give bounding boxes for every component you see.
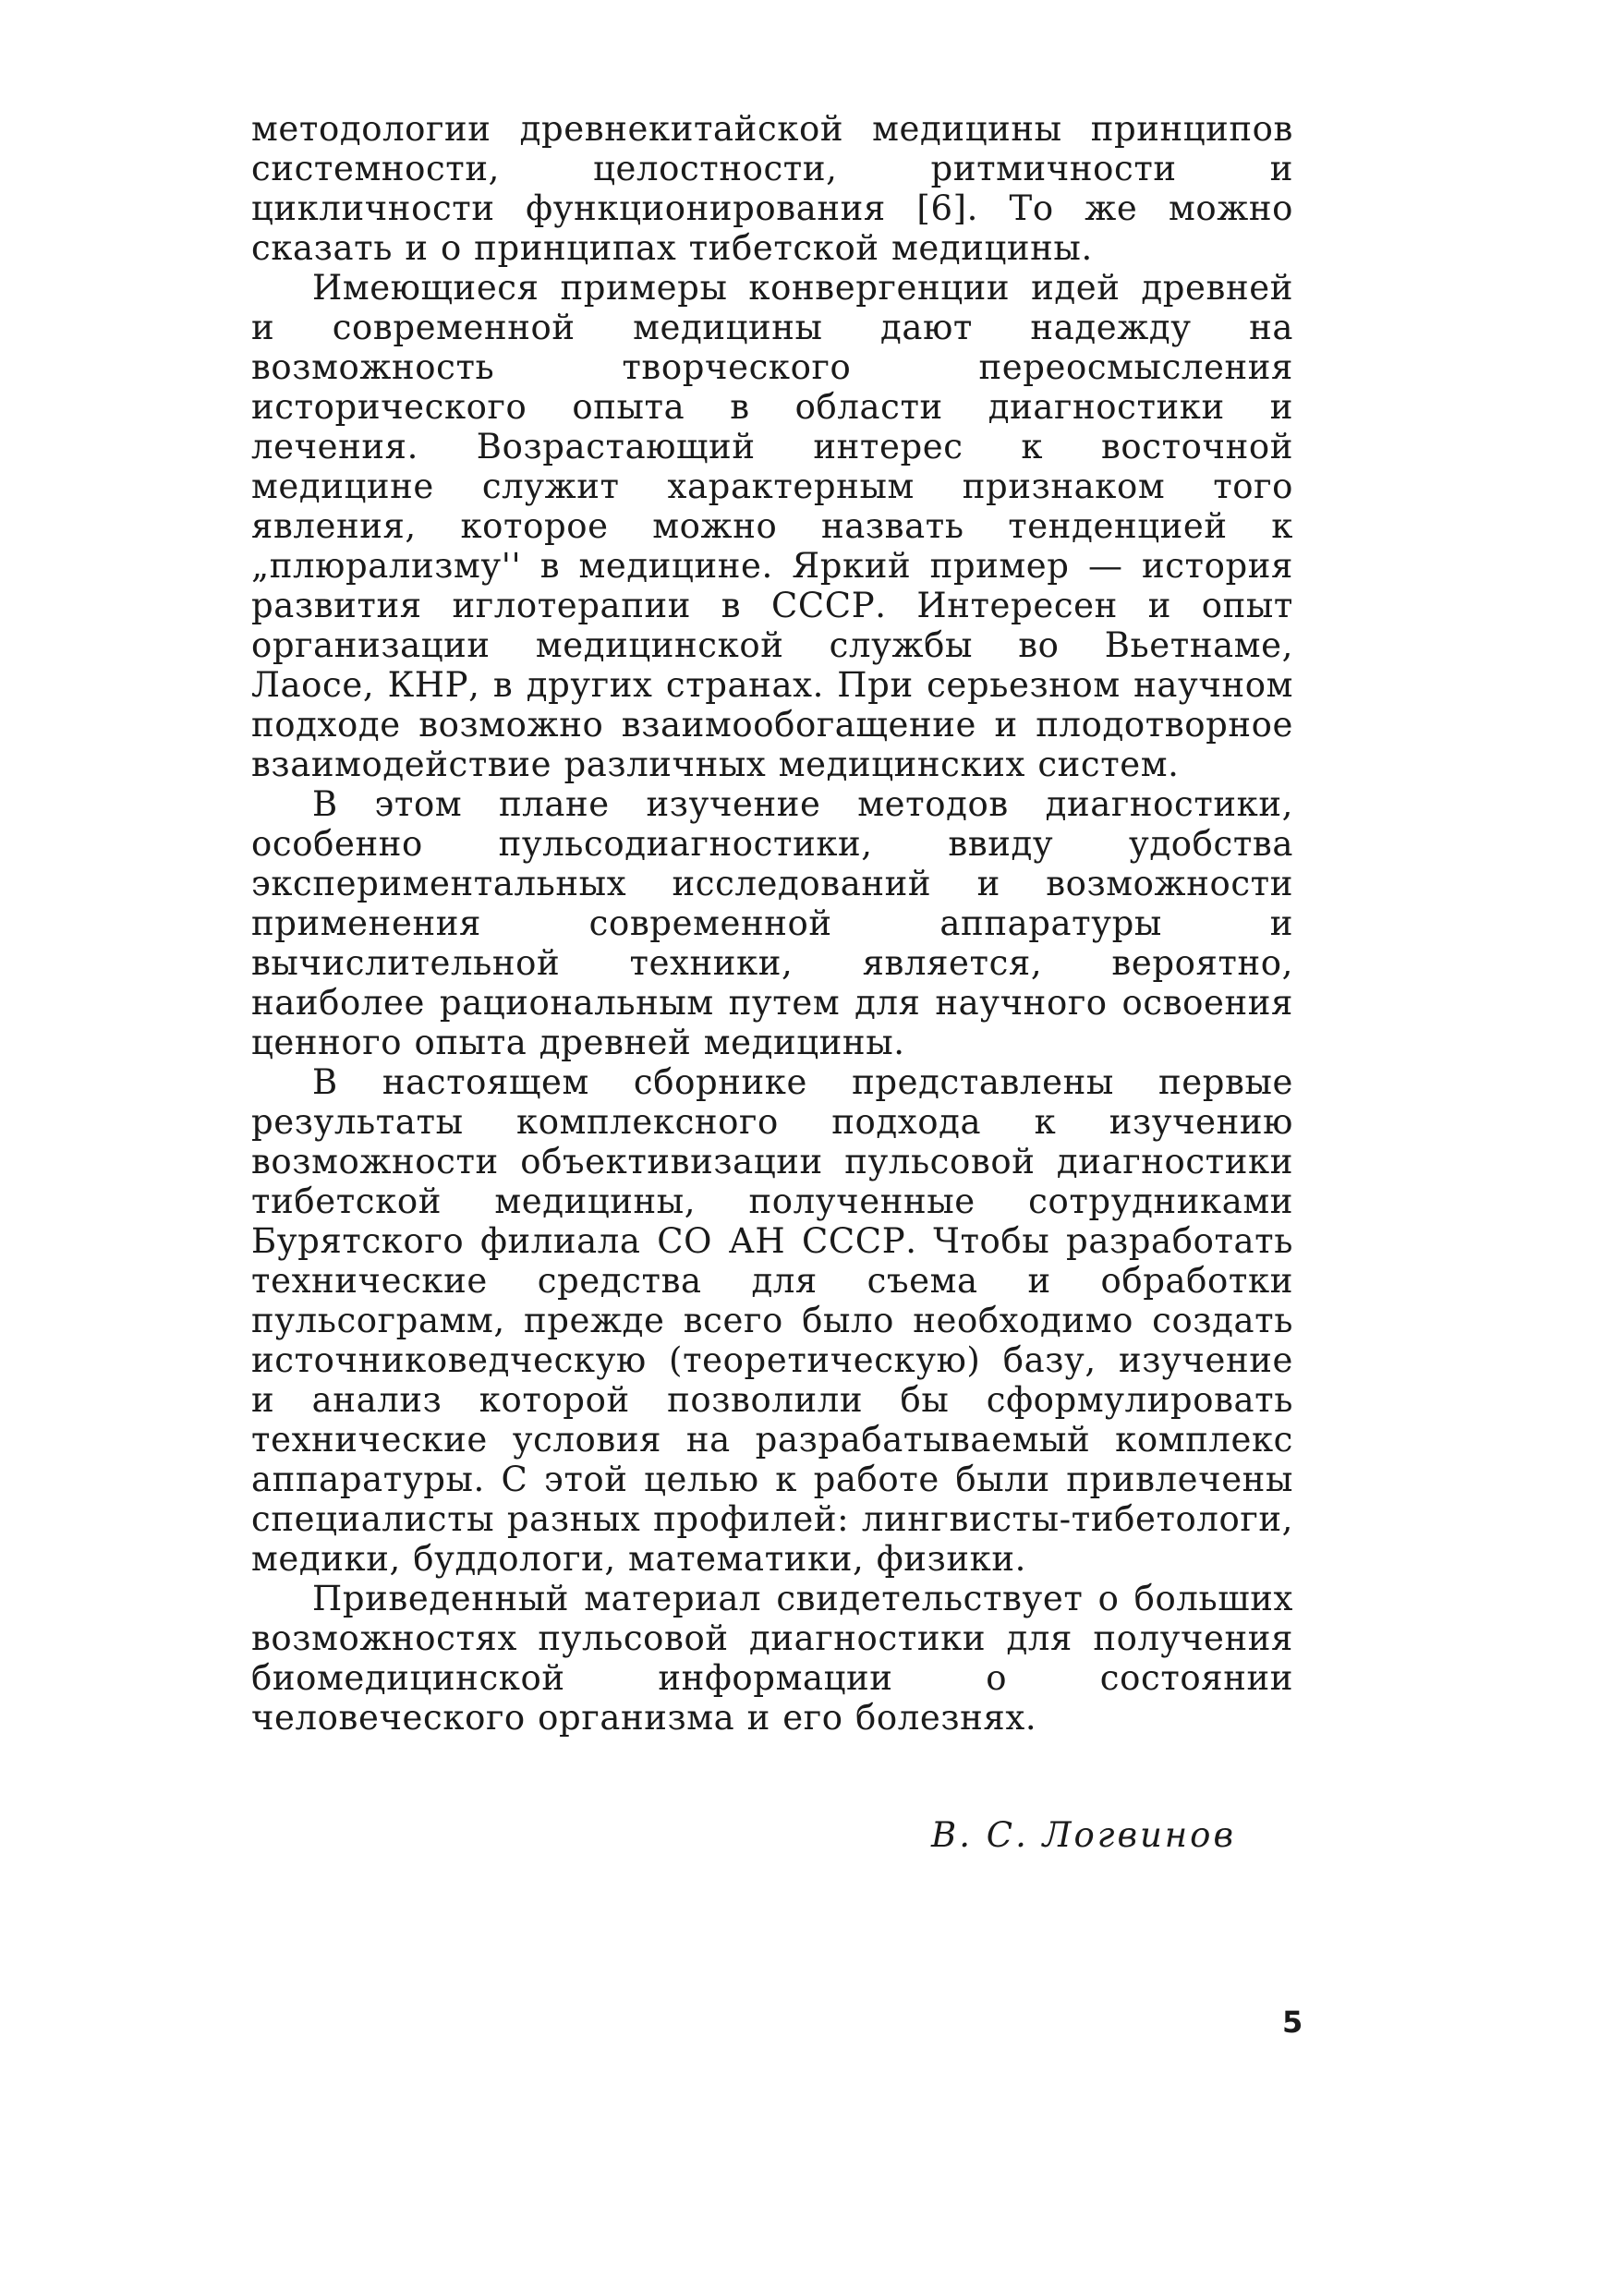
paragraph-continuation: методологии древнекитайской медицины принципов системности, целостности, ритмичности и цикличности функционирования [6]. То же можно сказать и о принципах тибетской медицины. xyxy=(251,109,1293,268)
paragraph-collection: В настоящем сборнике представлены первые результаты комплексного подхода к изучению возможности объективизации пульсовой диагностики тибетской медицины, полученные сотрудниками Бурятского филиала СО АН СССР. Чтобы разработать технические средства для съема и обработки пульсограмм, прежде всего было необходимо создать источниковедческую (теоретическую) базу, изучение и анализ которой позволили бы сформулировать технические условия на разрабатываемый комплекс аппаратуры. С этой целью к работе были привлечены специалисты разных профилей: лингвисты-тибетологи, медики, буддологи, математики, физики. xyxy=(251,1062,1293,1579)
body-text xyxy=(251,109,1293,1738)
page-number: 5 xyxy=(1282,2005,1303,2040)
paragraph-conclusion: Приведенный материал свидетельствует о больших возможностях пульсовой диагностики для получения биомедицинской информации о состоянии человеческого организма и его болезнях. xyxy=(251,1579,1293,1738)
paragraph-pulse-diagnostics: В этом плане изучение методов диагностики, особенно пульсодиагностики, ввиду удобства экспериментальных исследований и возможности применения современной аппаратуры и вычислительной техники, является, вероятно, наиболее рациональным путем для научного освоения ценного опыта древней медицины. xyxy=(251,784,1293,1062)
paragraph-convergence: Имеющиеся примеры конвергенции идей древней и современной медицины дают надежду на возможность творческого переосмысления исторического опыта в области диагностики и лечения. Возрастающий интерес к восточной медицине служит характерным признаком того явления, которое можно назвать тенденцией к „плюрализму'' в медицине. Яркий пример — история развития иглотерапии в СССР. Интересен и опыт организации медицинской службы во Вьетнаме, Лаосе, КНР, в других странах. При серьезном научном подходе возможно взаимообогащение и плодотворное взаимодействие различных медицинских систем. xyxy=(251,268,1293,784)
author-signature: В. С. Логвинов xyxy=(931,1815,1236,1855)
